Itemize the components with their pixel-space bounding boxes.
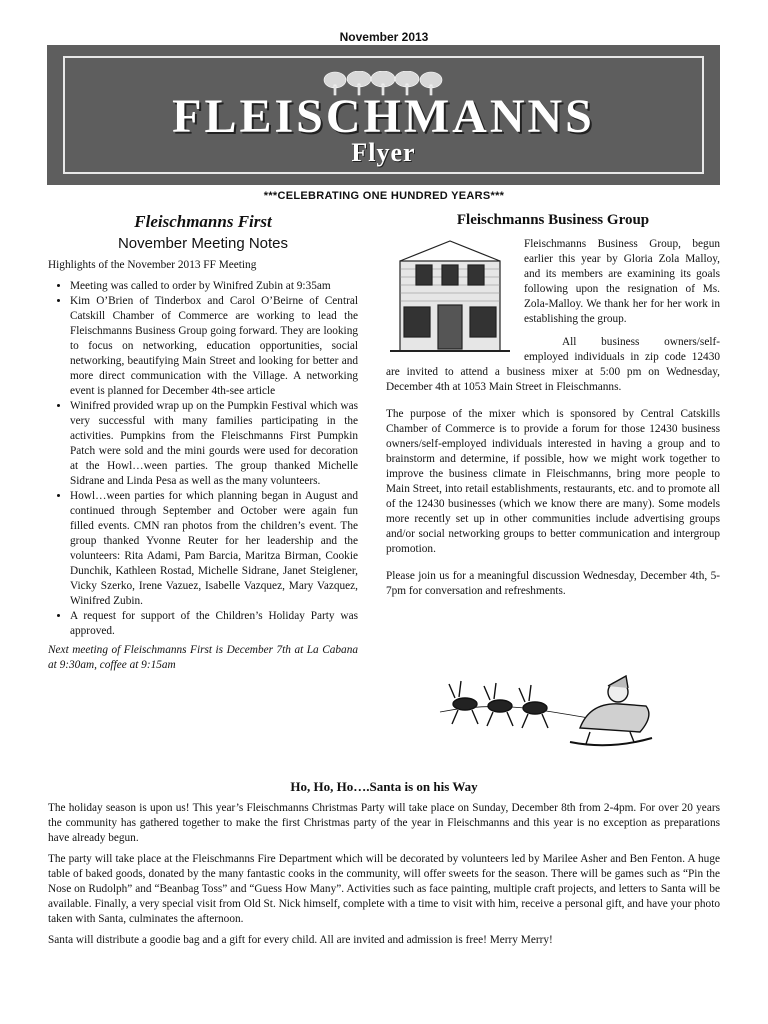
business-paragraph-1: Fleischmanns Business Group, begun earlier this year by Gloria Zola Malloy, and its members are examining its goals following upon the resignation of Ms. Zola-Malloy. We thank her for her work in establishing the group.: [524, 238, 720, 325]
business-paragraph-4: Please join us for a meaningful discussion Wednesday, December 4th, 5-7pm for conversation and refreshments.: [386, 570, 720, 597]
business-paragraph-3: The purpose of the mixer which is sponsored by Central Catskills Chamber of Commerce is to provide a forum for those 12430 business owners/self-employed individuals interested in having a group and to brainstorm and determine, if possible, how we might work together to improve the business climate in Fleischmanns, bring more people to Main Street, into retail establishments, restaurants, etc. and to promote all of the 12430 businesses (which we know there are many). Some models more recently set up in other communities include advertising groups and/or social networking groups to better communication and intergroup promotion.: [386, 408, 720, 555]
list-item: • Howl…ween parties for which planning began in August and continued through September and October were again fun filled events. CMN ran photos from the children’s event. The group thanked Yvonne Reuter for her leadership and the volunteers: Rita Adami, Pam Barcia, Maritza Birman, Cookie Dunchik, Kathleen Rostad, Michelle Sidrane, Janet Steiglener, Vicky Szerko, Irene Vazuez, Isabelle Vazquez, Mary Vazquez, Winifred Zubin.: [70, 489, 358, 609]
business-paragraph-2: All business owners/self-employed individuals in zip code 12430 are invited to attend a business mixer at 5:00 pm on Wednesday, December 4th at 1053 Main Street in Fleischmanns.: [386, 336, 720, 393]
list-item: • Meeting was called to order by Winifred Zubin at 9:35am: [70, 279, 358, 294]
article-subtitle: November Meeting Notes: [117, 235, 289, 252]
article-title: Ho, Ho, Ho….Santa is on his Way: [290, 779, 478, 794]
santa-article: [48, 779, 720, 954]
article-intro: Highlights of the November 2013 FF Meeting: [48, 259, 257, 271]
article-title: Fleischmanns First: [134, 212, 272, 231]
list-item: • A request for support of the Children’s Holiday Party was approved.: [70, 609, 358, 639]
masthead-title: FLEISCHMANNS: [172, 90, 595, 143]
list-item: • Winifred provided wrap up on the Pumpkin Festival which was very successful with many families participating in the activities. Pumpkins from the Fleischmanns First Pumpkin Patch were sold and the mini gourds were used for decoration at the Howl…ween parties. The group thanked Michelle Sidrane and Linda Pesa as well as the many volunteers.: [70, 399, 358, 489]
storefront-illustration: [386, 239, 514, 355]
masthead: [47, 45, 720, 185]
tagline: ***CELEBRATING ONE HUNDRED YEARS***: [263, 190, 505, 202]
santa-paragraph-3: Santa will distribute a goodie bag and a gift for every child. All are invited and admission is free! Merry Merry!: [48, 934, 553, 946]
article-title: Fleischmanns Business Group: [456, 212, 650, 228]
issue-date: November 2013: [339, 30, 429, 44]
meeting-notes-list: [48, 279, 358, 639]
list-item: • Kim O’Brien of Tinderbox and Carol O’Beirne of Central Catskill Chamber of Commerce are working to lead the Fleischmanns Business Group going forward. They are looking to focus on networking, education opportunities, social networking, beautifying Main Street and looking for better and more direct communication with the Village. A networking event is planned for December 4th-see article: [70, 294, 358, 399]
masthead-subtitle: Flyer: [351, 138, 416, 167]
business-group-article: [386, 212, 720, 599]
santa-paragraph-2: The party will take place at the Fleischmanns Fire Department which will be decorated by volunteers led by Marilee Asher and Ben Fenton. A huge table of baked goods, donated by the many fantastic cooks in the community, will offer sweets for the season. There will be games such as “Pin the Nose on Rudolph” and “Beanbag Toss” and “Guess How Many”. Activities such as face painting, multiple craft projects, and letters to Santa will be available. Finally, a very special visit from Old St. Nick himself, complete with a time to visit with him, receive a personal gift, and have your photo taken with Santa, culminates the afternoon.: [48, 853, 720, 925]
santa-paragraph-1: The holiday season is upon us! This year’s Fleischmanns Christmas Party will take place on Sunday, December 8th from 2-4pm. For over 20 years the community has gathered together to make the first Christmas party of the year in Fleischmanns and this year is no exception as preparations have already begun.: [48, 802, 720, 844]
fleischmanns-first-article: [48, 212, 358, 673]
next-meeting-note: Next meeting of Fleischmanns First is December 7th at La Cabana at 9:30am, coffee at 9:15am: [48, 644, 358, 671]
santa-sleigh-illustration: [430, 662, 660, 762]
